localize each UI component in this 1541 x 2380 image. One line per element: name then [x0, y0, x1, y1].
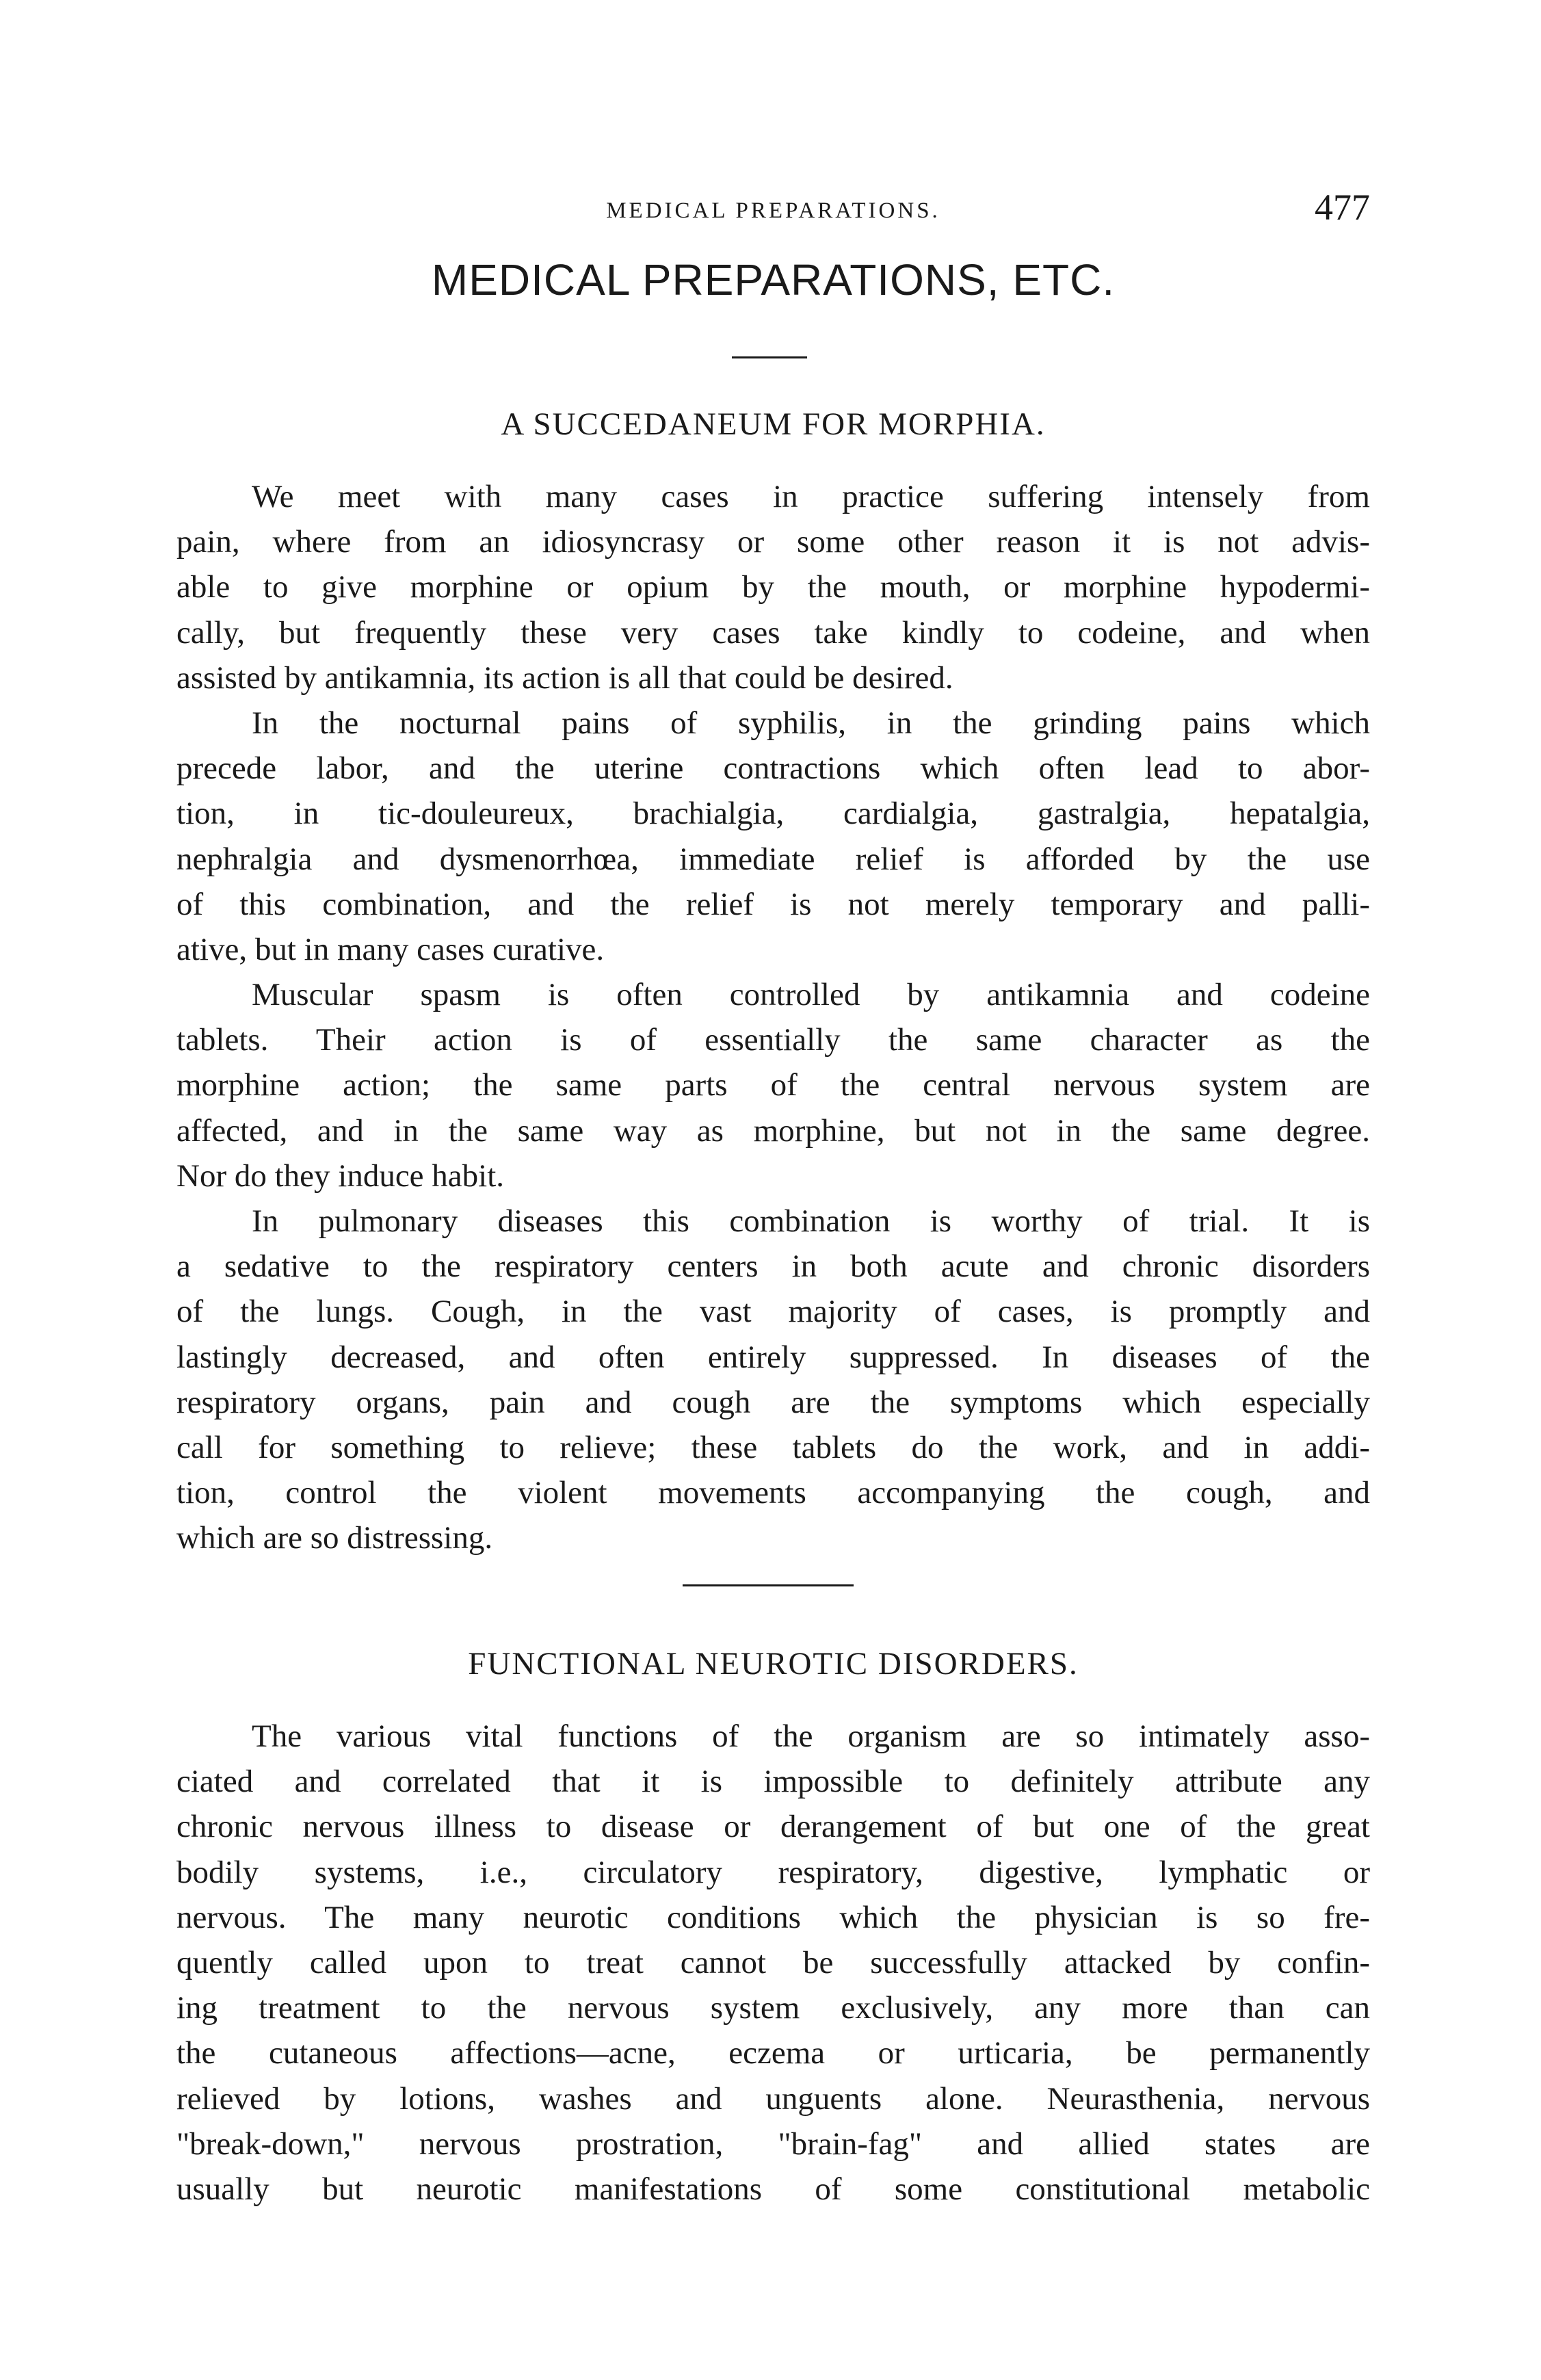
text-line: pain, where from an idiosyncrasy or some other reason it is not advis- — [176, 524, 1370, 560]
text-line: able to give morphine or opium by the mouth, or morphine hypodermi- — [176, 569, 1370, 605]
section-heading-succedaneum: A SUCCEDANEUM FOR MORPHIA. — [501, 406, 1046, 442]
section-body-functional-neurotic — [176, 1714, 1370, 2212]
text-line: "break-down," nervous prostration, "brain-fag" and allied states are — [176, 2126, 1370, 2162]
text-line: nervous. The many neurotic conditions which the physician is so fre- — [176, 1899, 1370, 1935]
running-title: MEDICAL PREPARATIONS. — [606, 198, 940, 223]
book-page — [176, 0, 1370, 2380]
text-line: precede labor, and the uterine contractions which often lead to abor- — [176, 750, 1370, 787]
text-line: Muscular spasm is often controlled by antikamnia and codeine — [252, 977, 1370, 1013]
text-line: relieved by lotions, washes and unguents alone. Neurasthenia, nervous — [176, 2080, 1370, 2117]
text-line: Nor do they induce habit. — [176, 1158, 505, 1194]
text-line: ing treatment to the nervous system exclusively, any more than can — [176, 1990, 1370, 2026]
text-line: bodily systems, i.e., circulatory respiratory, digestive, lymphatic or — [176, 1854, 1370, 1890]
text-line: call for something to relieve; these tablets do the work, and in addi- — [176, 1429, 1370, 1465]
text-line: In the nocturnal pains of syphilis, in the grinding pains which — [252, 705, 1370, 741]
text-line: which are so distressing. — [176, 1520, 493, 1556]
text-line: cally, but frequently these very cases take kindly to codeine, and when — [176, 614, 1370, 651]
text-line: the cutaneous affections—acne, eczema or urticaria, be permanently — [176, 2035, 1370, 2071]
section-divider — [683, 1584, 854, 1586]
text-line: ative, but in many cases curative. — [176, 931, 605, 967]
text-line: usually but neurotic manifestations of some constitutional metabolic — [176, 2171, 1370, 2207]
text-line: morphine action; the same parts of the central nervous system are — [176, 1067, 1370, 1103]
title-divider — [732, 356, 807, 358]
text-line: a sedative to the respiratory centers in both acute and chronic disorders — [176, 1248, 1370, 1285]
section-heading-functional-neurotic: FUNCTIONAL NEUROTIC DISORDERS. — [468, 1646, 1079, 1682]
page-number: 477 — [1315, 187, 1370, 228]
text-line: The various vital functions of the organism are so intimately asso- — [252, 1718, 1370, 1754]
text-line: chronic nervous illness to disease or derangement of but one of the great — [176, 1809, 1370, 1845]
running-head — [176, 186, 1370, 234]
text-line: tablets. Their action is of essentially the same character as the — [176, 1022, 1370, 1058]
text-line: respiratory organs, pain and cough are the symptoms which especially — [176, 1384, 1370, 1420]
text-line: of the lungs. Cough, in the vast majority of cases, is promptly and — [176, 1294, 1370, 1330]
text-line: affected, and in the same way as morphine, but not in the same degree. — [176, 1112, 1370, 1149]
text-line: assisted by antikamnia, its action is all that could be desired. — [176, 659, 953, 696]
text-line: In pulmonary diseases this combination is worthy of trial. It is — [252, 1203, 1370, 1239]
text-line: of this combination, and the relief is not merely temporary and palli- — [176, 886, 1370, 922]
text-line: tion, control the violent movements accompanying the cough, and — [176, 1475, 1370, 1511]
text-line: nephralgia and dysmenorrhœa, immediate relief is afforded by the use — [176, 841, 1370, 877]
text-line: quently called upon to treat cannot be successfully attacked by confin- — [176, 1944, 1370, 1980]
text-line: lastingly decreased, and often entirely suppressed. In diseases of the — [176, 1339, 1370, 1375]
section-body-succedaneum — [176, 474, 1370, 1561]
text-line: ciated and correlated that it is impossible to definitely attribute any — [176, 1764, 1370, 1800]
text-line: tion, in tic-douleureux, brachialgia, cardialgia, gastralgia, hepatalgia, — [176, 796, 1370, 832]
text-line: We meet with many cases in practice suffering intensely from — [252, 479, 1370, 514]
page-title: MEDICAL PREPARATIONS, ETC. — [431, 255, 1116, 304]
